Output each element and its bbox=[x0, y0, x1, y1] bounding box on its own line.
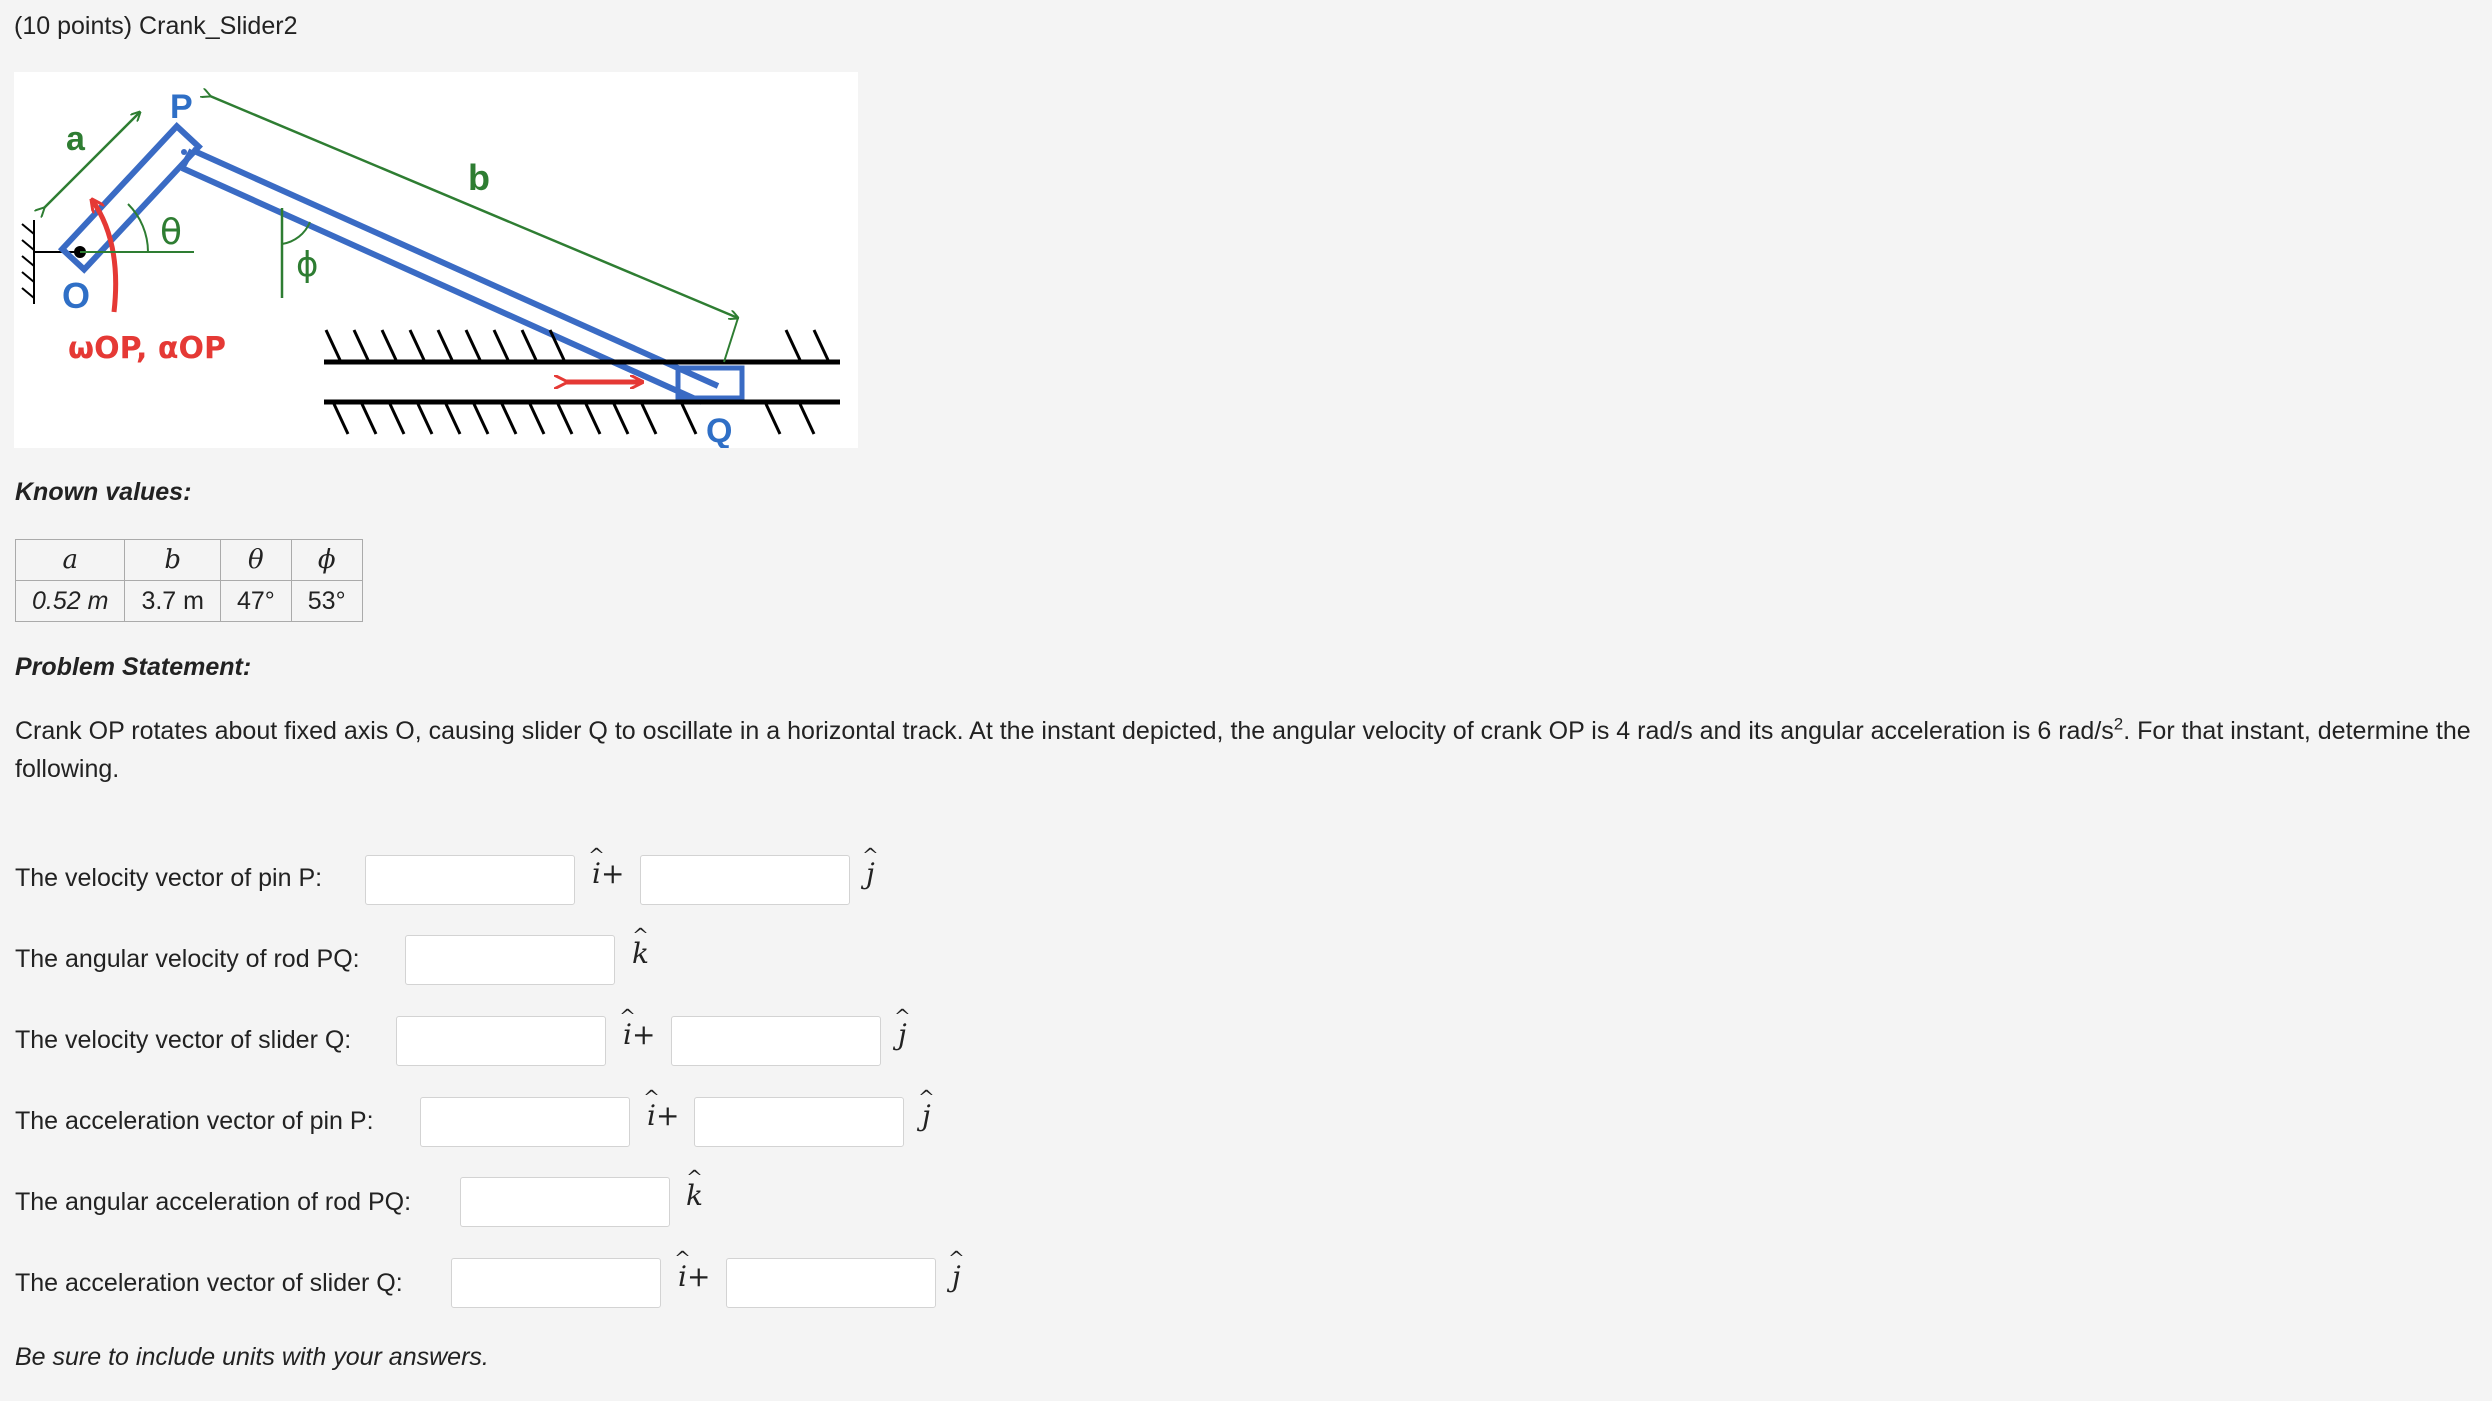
problem-title: (10 points) Crank_Slider2 bbox=[14, 12, 298, 40]
known-values-table bbox=[15, 539, 363, 622]
known-values-header-row bbox=[16, 540, 363, 581]
label-b: b bbox=[468, 157, 490, 198]
dimension-b bbox=[210, 96, 738, 318]
acceleration-p-j-input[interactable] bbox=[694, 1097, 904, 1147]
problem-statement-heading: Problem Statement: bbox=[15, 653, 252, 681]
unit-i: ^ i+ bbox=[623, 1021, 655, 1049]
question-acceleration-q-label: The acceleration vector of slider Q: bbox=[15, 1269, 403, 1297]
value-b: 3.7 m bbox=[125, 581, 221, 622]
velocity-p-j-input[interactable] bbox=[640, 855, 850, 905]
header-b: b bbox=[125, 540, 221, 581]
question-velocity-p-label: The velocity vector of pin P: bbox=[15, 864, 323, 892]
unit-i: ^ i+ bbox=[592, 860, 624, 888]
header-theta: θ bbox=[220, 540, 291, 581]
problem-statement-text: Crank OP rotates about fixed axis O, causing slider Q to oscillate in a horizontal track. At the instant depicted, the angular velocity of crank OP is 4 rad/s and its angular acceleration is 6 rad/$s^2$. For that instant, determine the following. bbox=[15, 714, 2471, 783]
value-phi: 53° bbox=[291, 581, 362, 622]
mechanism-figure bbox=[14, 72, 858, 448]
unit-j: ^ j bbox=[866, 860, 875, 888]
acceleration-q-j-input[interactable] bbox=[726, 1258, 936, 1308]
velocity-q-i-input[interactable] bbox=[396, 1016, 606, 1066]
label-p: P bbox=[170, 88, 193, 126]
question-angular-acceleration-pq-label: The angular acceleration of rod PQ: bbox=[15, 1188, 412, 1216]
value-a: 0.52 m bbox=[16, 581, 125, 622]
crank-slider-diagram bbox=[14, 72, 858, 448]
rod-pq-bottom bbox=[182, 168, 702, 402]
label-a: a bbox=[66, 120, 85, 158]
rod-pq-top bbox=[192, 150, 718, 386]
unit-j: ^ j bbox=[922, 1102, 931, 1130]
question-angular-velocity-pq-label: The angular velocity of rod PQ: bbox=[15, 945, 360, 973]
label-omega-alpha: ωOP, αOP bbox=[68, 331, 226, 366]
unit-k: ^ k bbox=[686, 1182, 703, 1210]
unit-i: ^ i+ bbox=[678, 1263, 710, 1291]
angular-velocity-pq-input[interactable] bbox=[405, 935, 615, 985]
label-o: O bbox=[62, 275, 91, 316]
header-phi: ϕ bbox=[291, 540, 362, 581]
unit-k: ^ k bbox=[632, 940, 649, 968]
acceleration-p-i-input[interactable] bbox=[420, 1097, 630, 1147]
label-theta: θ bbox=[160, 212, 183, 253]
known-values-heading: Known values: bbox=[15, 478, 192, 506]
velocity-q-j-input[interactable] bbox=[671, 1016, 881, 1066]
known-values-row bbox=[16, 581, 363, 622]
angular-acceleration-pq-input[interactable] bbox=[460, 1177, 670, 1227]
unit-j: ^ j bbox=[952, 1263, 961, 1291]
value-theta: 47° bbox=[220, 581, 291, 622]
label-phi: ϕ bbox=[296, 245, 319, 285]
header-a: a bbox=[16, 540, 125, 581]
units-reminder: Be sure to include units with your answers. bbox=[15, 1343, 489, 1371]
dimension-a bbox=[44, 112, 140, 208]
label-q: Q bbox=[706, 412, 733, 448]
pin-p bbox=[181, 149, 187, 155]
question-velocity-q-label: The velocity vector of slider Q: bbox=[15, 1026, 352, 1054]
velocity-p-i-input[interactable] bbox=[365, 855, 575, 905]
unit-i: ^ i+ bbox=[647, 1102, 679, 1130]
question-acceleration-p-label: The acceleration vector of pin P: bbox=[15, 1107, 374, 1135]
unit-j: ^ j bbox=[898, 1021, 907, 1049]
acceleration-q-i-input[interactable] bbox=[451, 1258, 661, 1308]
